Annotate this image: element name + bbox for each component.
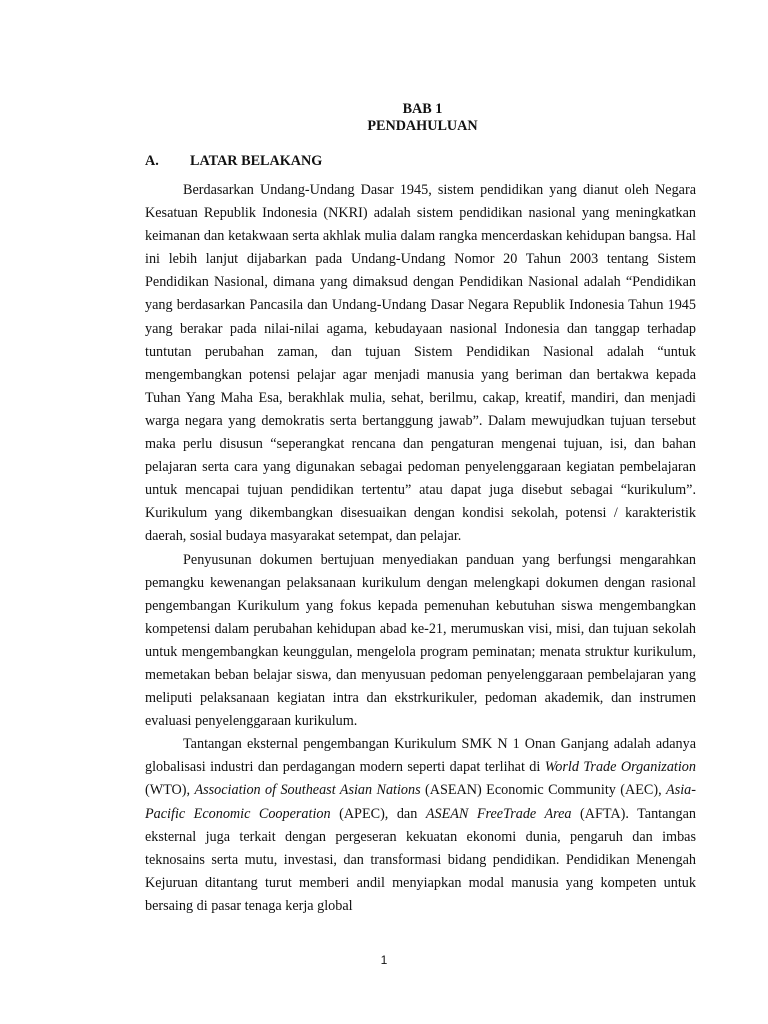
page-number: 1 [380, 953, 388, 967]
paragraph-1 [145, 179, 696, 549]
section-title: LATAR BELAKANG [190, 153, 323, 169]
section-heading [145, 152, 696, 170]
paragraph-3 [145, 733, 696, 918]
italic-term-wto: World Trade Organization [544, 759, 696, 776]
paragraph-text: (ASEAN) Economic Community (AEC), [420, 782, 667, 799]
paragraph-text: Berdasarkan Undang-Undang Dasar 1945, sistem pendidikan yang dianut oleh Negara Kesatuan Republik Indonesia (NKRI) adalah sistem pendidikan nasional yang meningkatkan keimanan dan ketakwaan serta akhlak mulia dalam rangka mencerdaskan kehidupan bangsa. Hal ini lebih lanjut dijabarkan pada Undang-Undang Nomor 20 Tahun 2003 tentang Sistem Pendidikan Nasional, dimana yang dimaksud dengan Pendidikan Nasional adalah “Pendidikan yang berdasarkan Pancasila dan Undang-Undang Dasar Negara Republik Indonesia Tahun 1945 yang berakar pada nilai-nilai agama, kebudayaan nasional Indonesia dan tanggap terhadap tuntutan perubahan zaman, dan tujuan Sistem Pendidikan Nasional adalah “untuk mengembangkan potensi pelajar agar menjadi manusia yang beriman dan bertakwa kepada Tuhan Yang Maha Esa, berakhlak mulia, sehat, berilmu, cakap, kreatif, mandiri, dan menjadi warga negara yang demokratis serta bertanggung jawab”. Dalam mewujudkan tujuan tersebut maka perlu disusun “seperangkat rencana dan pengaturan mengenai tujuan, isi, dan bahan pelajaran serta cara yang digunakan sebagai pedoman penyelenggaraan kegiatan pembelajaran untuk mencapai tujuan pendidikan tertentu” atau dapat juga disebut sebagai “kurikulum”. Kurikulum yang dikembangkan disesuaikan dengan kondisi sekolah, potensi / karakteristik daerah, sosial budaya masyarakat setempat, dan pelajar. [145, 182, 696, 545]
italic-term-afta: ASEAN FreeTrade Area [425, 805, 572, 822]
chapter-label: BAB 1 [402, 101, 443, 117]
paragraph-text: (WTO), [145, 782, 195, 799]
section-number: A. [145, 153, 159, 169]
paragraph-text: (AFTA). Tantangan eksternal juga terkait dengan pergeseran kekuatan ekonomi dunia, pengaruh dan imbas teknosains serta mutu, investasi, dan transformasi bidang pendidikan. Pendidikan Menengah Kejuruan ditantang turut memberi andil menyiapkan modal manusia yang kompeten untuk bersaing di pasar tenaga kerja global [145, 805, 696, 914]
paragraph-text: Tantangan eksternal pengembangan Kurikulum SMK N 1 Onan Ganjang adalah adanya globalisasi industri dan perdagangan modern seperti dapat terlihat di [145, 736, 696, 776]
chapter-title: PENDAHULUAN [367, 118, 478, 134]
paragraph-text: Penyusunan dokumen bertujuan menyediakan panduan yang berfungsi mengarahkan pemangku kewenangan pelaksanaan kurikulum dengan melengkapi dokumen dengan rasional pengembangan Kurikulum yang fokus kepada pemenuhan kebutuhan siswa mengembangkan kompetensi dalam perubahan kehidupan abad ke-21, merumuskan visi, misi, dan tujuan sekolah untuk mengembangkan keunggulan, mengelola program peminatan; menata struktur kurikulum, memetakan beban belajar siswa, dan menyusuan pedoman penyelenggaraan pembelajaran yang meliputi pelaksanaan kegiatan intra dan ekstrkurikuler, pedoman akademik, dan instrumen evaluasi penyelenggaraan kurikulum. [145, 551, 696, 730]
italic-term-asean: Association of Southeast Asian Nations [194, 782, 421, 799]
italic-term-apec: Asia-Pacific Economic Cooperation [145, 782, 696, 822]
paragraph-text: (APEC), dan [330, 805, 426, 822]
paragraph-2 [145, 549, 696, 734]
